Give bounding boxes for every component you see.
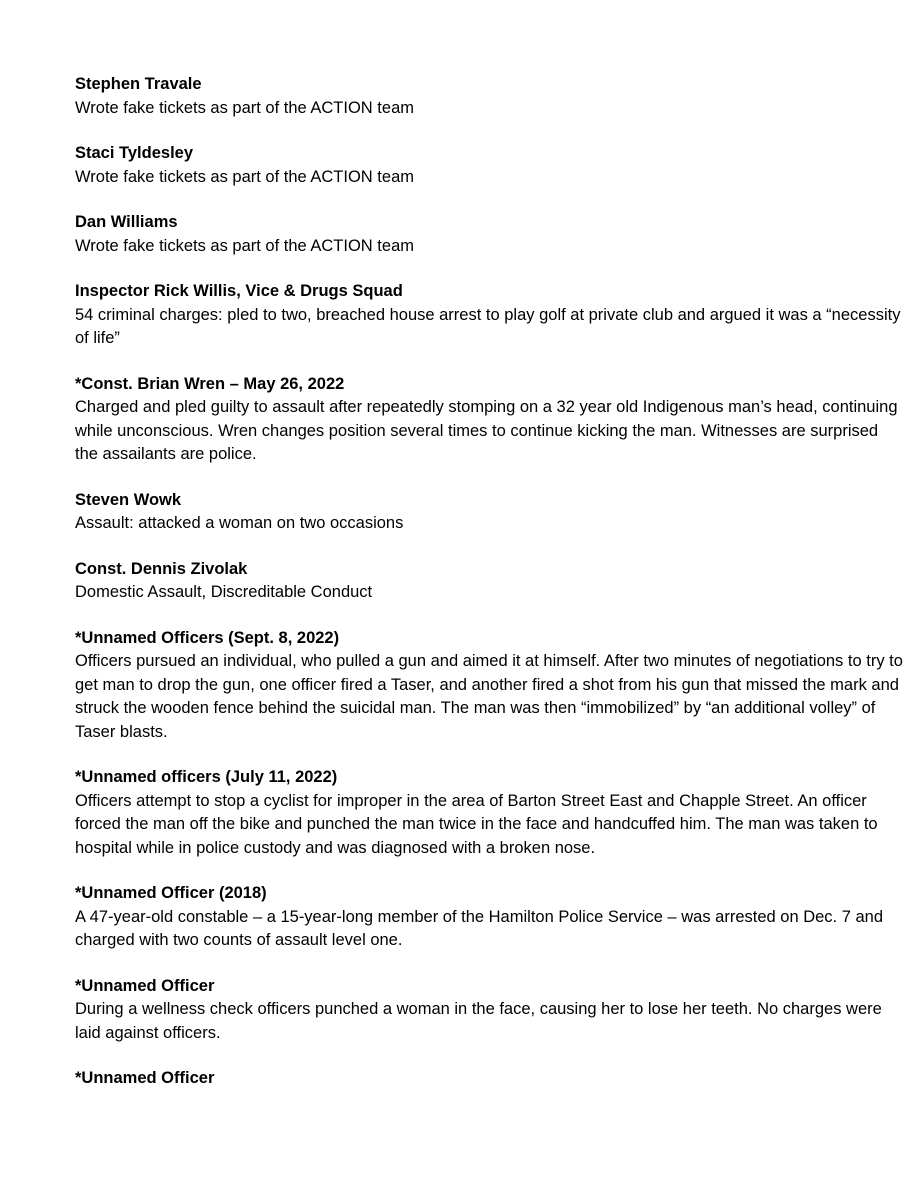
entry-description: Charged and pled guilty to assault after repeatedly stomping on a 32 year old Indigenous man’s head, continuing while unconscious. Wren changes position several times to continue kicking the man. Witnesses are surprised the assailants are police. bbox=[75, 398, 898, 463]
entry-rick-willis bbox=[75, 280, 905, 351]
entry-description: Officers attempt to stop a cyclist for improper in the area of Barton Street East and Chapple Street. An officer forced the man off the bike and punched the man twice in the face and handcuffed him. The man was taken to hospital while in police custody and was diagnosed with a broken nose. bbox=[75, 791, 878, 857]
entry-name: Const. Dennis Zivolak bbox=[75, 559, 248, 578]
entry-unnamed-officers-july bbox=[75, 766, 905, 860]
entry-name: *Const. Brian Wren – May 26, 2022 bbox=[75, 374, 345, 393]
entry-dan-williams bbox=[75, 211, 905, 258]
entry-unnamed-officer-wellness bbox=[75, 975, 905, 1046]
entry-name: *Unnamed officers (July 11, 2022) bbox=[75, 768, 338, 786]
entry-name: *Unnamed Officer (2018) bbox=[75, 884, 267, 902]
entry-name: Steven Wowk bbox=[75, 490, 182, 509]
entry-name: *Unnamed Officers (Sept. 8, 2022) bbox=[75, 628, 340, 647]
entry-name: *Unnamed Officer bbox=[75, 1069, 215, 1087]
entry-name: Stephen Travale bbox=[75, 75, 202, 93]
entry-description: A 47-year-old constable – a 15-year-long member of the Hamilton Police Service – was arrested on Dec. 7 and charged with two counts of assault level one. bbox=[75, 907, 884, 949]
entry-name: Inspector Rick Willis, Vice & Drugs Squad bbox=[75, 282, 403, 300]
entry-description: Wrote fake tickets as part of the ACTION team bbox=[75, 167, 414, 186]
entry-unnamed-officer-2018 bbox=[75, 882, 905, 953]
entry-description: 54 criminal charges: pled to two, breached house arrest to play golf at private club and argued it was a “necessity of life” bbox=[75, 305, 901, 347]
document-page bbox=[75, 73, 905, 1113]
entry-dennis-zivolak bbox=[75, 558, 905, 605]
entry-description: Wrote fake tickets as part of the ACTION team bbox=[75, 98, 414, 117]
entry-description: Assault: attacked a woman on two occasions bbox=[75, 514, 404, 532]
entry-name: Dan Williams bbox=[75, 213, 178, 231]
entry-name: *Unnamed Officer bbox=[75, 976, 215, 995]
entry-stephen-travale bbox=[75, 73, 905, 120]
entry-unnamed-officer-last bbox=[75, 1067, 905, 1091]
entry-staci-tyldesley bbox=[75, 142, 905, 189]
entry-description: Officers pursued an individual, who pulled a gun and aimed it at himself. After two minutes of negotiations to try to get man to drop the gun, one officer fired a Taser, and another fired a shot from his gun that missed the mark and struck the wooden fence behind the suicidal man. The man was then “immobilized” by “an additional volley” of Taser blasts. bbox=[75, 652, 903, 741]
entry-brian-wren bbox=[75, 373, 905, 467]
entry-unnamed-officers-sept bbox=[75, 627, 905, 745]
entry-description: Wrote fake tickets as part of the ACTION team bbox=[75, 236, 414, 255]
entry-description: During a wellness check officers punched a woman in the face, causing her to lose her teeth. No charges were laid against officers. bbox=[75, 1000, 882, 1042]
entry-description: Domestic Assault, Discreditable Conduct bbox=[75, 583, 373, 601]
entry-steven-wowk bbox=[75, 489, 905, 536]
entry-name: Staci Tyldesley bbox=[75, 144, 194, 162]
